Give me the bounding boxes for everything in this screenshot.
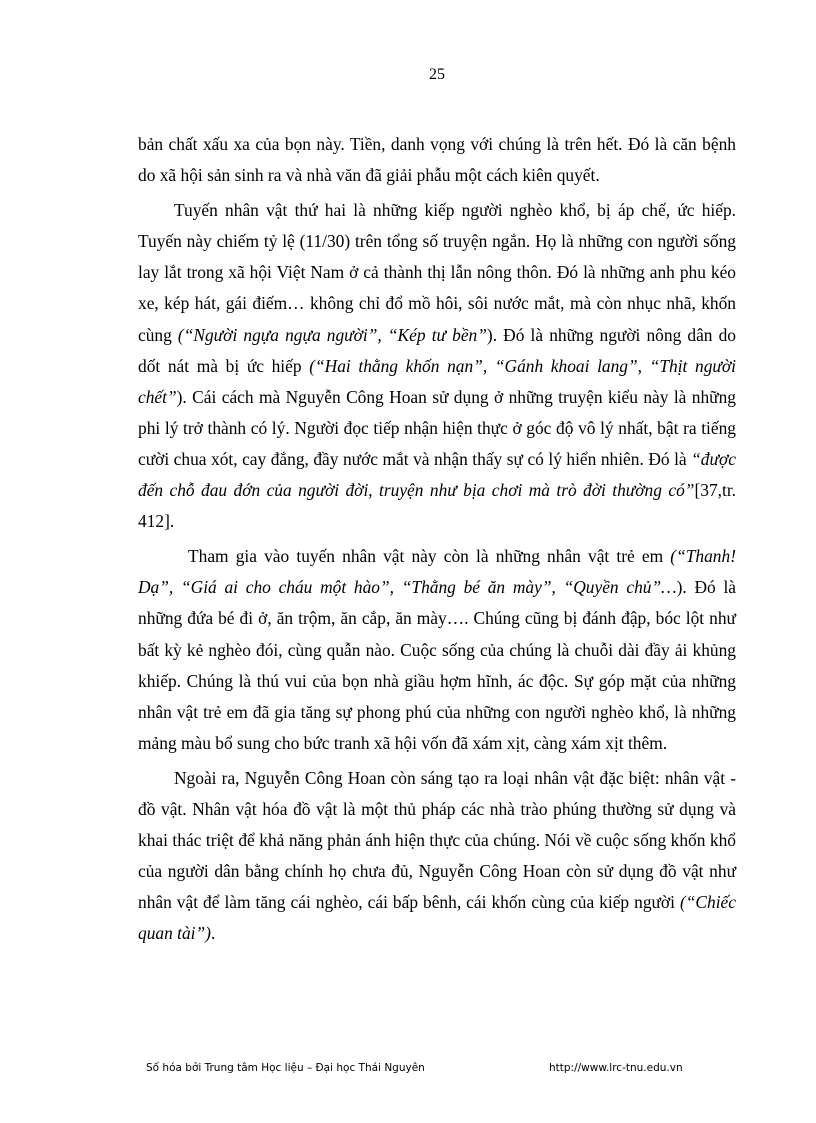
footer-url: http://www.lrc-tnu.edu.vn <box>549 1062 683 1074</box>
footer-credit: Số hóa bởi Trung tâm Học liệu – Đại học Thái Nguyên <box>146 1062 425 1074</box>
document-body <box>138 129 736 949</box>
quotation: “được đến chỗ đau đớn của người đời, truyện như bịa chơi mà trò đời thường có” <box>138 448 736 501</box>
story-titles: (“Chiếc quan tài”) <box>138 892 736 944</box>
paragraph-text: Tuyến nhân vật thứ hai là những kiếp người nghèo khổ, bị áp chế, ức hiếp. Tuyến này chiếm tỷ lệ (11/30) trên tổng số truyện ngắn. Họ là những con người sống lay lắt trong xã hội Việt Nam ở cả thành thị lẫn nông thôn. Đó là những anh phu kéo xe, kép hát, gái điếm… không chỉ đổ mồ hôi, sôi nước mắt, mà còn nhục nhã, khốn cùng <box>138 200 736 345</box>
page-number: 25 <box>429 66 445 83</box>
story-titles: (“Người ngựa ngựa người”, “Kép tư bền” <box>177 324 487 345</box>
story-titles: (“Thanh! Dạ”, “Giá ai cho cháu một hào”, “Thằng bé ăn mày”, “Quyền chủ”… <box>138 546 736 598</box>
paragraph-text: ). Cái cách mà Nguyễn Công Hoan sử dụng ở những truyện kiểu này là những phi lý trở thành có lý. Người đọc tiếp nhận hiện thực ở góc độ vô lý nhất, bật ra tiếng cười chua xót, cay đắng, đầy nước mắt và nhận thấy sự có lý hiển nhiên. Đó là <box>138 386 736 469</box>
paragraph-text: bản chất xấu xa của bọn này. Tiền, danh vọng với chúng là trên hết. Đó là căn bệnh do xã hội sản sinh ra và nhà văn đã giải phẫu một cách kiên quyết. <box>138 134 736 186</box>
paragraph-intro <box>138 129 736 191</box>
citation: [37,tr. 412]. <box>138 480 736 532</box>
paragraph-object-characters <box>138 763 736 950</box>
story-titles: (“Hai thằng khốn nạn”, “Gánh khoai lang”, “Thịt người chết” <box>138 355 736 407</box>
paragraph-poor-characters <box>138 195 736 537</box>
paragraph-text: . <box>210 923 216 944</box>
paragraph-text: Ngoài ra, Nguyễn Công Hoan còn sáng tạo ra loại nhân vật đặc biệt: nhân vật - đồ vật. Nhân vật hóa đồ vật là một thủ pháp các nhà trào phúng thường sử dụng và khai thác triệt để khả năng phản ánh hiện thực của chúng. Nói về cuộc sống khốn khổ của người dân bằng chính họ chưa đủ, Nguyễn Công Hoan còn sử dụng đồ vật như nhân vật để làm tăng cái nghèo, cái bấp bênh, cái khốn cùng của kiếp người <box>138 767 736 913</box>
paragraph-text: Tham gia vào tuyến nhân vật này còn là những nhân vật trẻ em <box>188 546 671 567</box>
paragraph-text: ). Đó là những người nông dân do dốt nát mà bị ức hiếp <box>138 324 736 376</box>
paragraph-text: ). Đó là những đứa bé đi ở, ăn trộm, ăn cắp, ăn mày…. Chúng cũng bị đánh đập, bóc lột như bất kỳ kẻ nghèo đói, cùng quẫn nào. Cuộc sống của chúng là chuỗi dài đầy ải khủng khiếp. Chúng là thú vui của bọn nhà giầu hợm hĩnh, ác độc. Sự góp mặt của những nhân vật trẻ em đã gia tăng sự phong phú của những con người nghèo khổ, là những mảng màu bổ sung cho bức tranh xã hội vốn đã xám xịt, càng xám xịt thêm. <box>138 577 737 753</box>
paragraph-child-characters <box>138 541 736 759</box>
